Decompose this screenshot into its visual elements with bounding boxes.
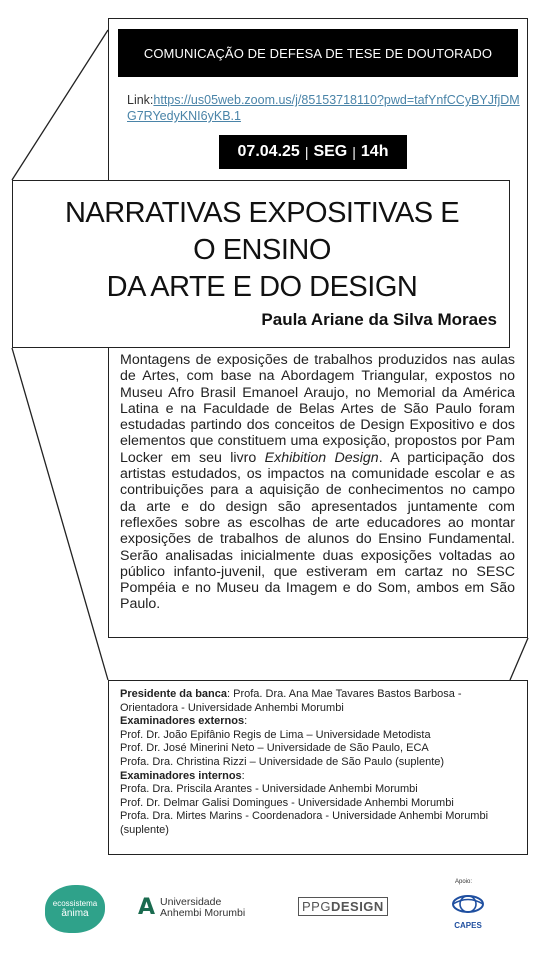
committee-member: Prof. Dr. José Minerini Neto – Universidade de São Paulo, ECA — [120, 742, 429, 755]
anima-logo-line: ecossistema — [52, 899, 98, 908]
ppgdesign-logo — [298, 897, 388, 916]
separator: | — [352, 144, 356, 160]
colon: : — [244, 715, 248, 728]
abstract-text — [120, 352, 515, 613]
committee-list — [120, 688, 520, 838]
author-name: Paula Ariane da Silva Moraes — [261, 310, 497, 329]
anima-logo-line: ânima — [61, 908, 89, 919]
abstract-part: Montagens de exposições de trabalhos produzidos nas aulas de Artes, com base na Abordagem Triangular, expostos no Museu Afro Brasil Emanoel Araujo, no Memorial da América Latina e na Faculdade de Belas Artes de São Paulo foram estudadas partindo dos conceitos de Design Expositivo e dos elementos que constituem uma exposição, propostos por Pam Locker em seu livro — [120, 352, 515, 466]
committee-member: Prof. Dr. Delmar Galisi Domingues - Universidade Anhembi Morumbi — [120, 796, 454, 809]
anhembi-logo-line: Universidade — [160, 895, 222, 908]
support-label: Apoio: — [455, 879, 473, 885]
date: 07.04.25 — [237, 143, 300, 160]
thesis-title-line: DA ARTE E DO DESIGN — [106, 271, 418, 303]
time: 14h — [360, 143, 389, 160]
committee-president — [120, 688, 520, 715]
committee-box — [108, 680, 528, 855]
colon: : — [241, 769, 245, 782]
anhembi-mark-icon: A — [138, 895, 156, 920]
external-heading — [120, 715, 520, 729]
book-title: Exhibition Design — [264, 449, 379, 466]
capes-text: CAPES — [454, 921, 482, 930]
logos-footer — [0, 875, 540, 955]
external-label: Examinadores externos — [120, 715, 245, 728]
page-title: COMUNICAÇÃO DE DEFESA DE TESE DE DOUTORADO — [143, 45, 493, 61]
anhembi-morumbi-logo — [138, 895, 245, 920]
design-text: DESIGN — [330, 899, 384, 914]
thesis-title — [13, 195, 511, 306]
zoom-link[interactable]: https://us05web.zoom.us/j/85153718110?pwd=tafYnfCCyBYJfjDMG7RYedyKNI6yKB.1 — [127, 93, 520, 123]
anhembi-logo-text — [160, 897, 245, 919]
ppg-text: PPG — [302, 899, 331, 914]
internal-heading — [120, 770, 520, 784]
page-header — [118, 29, 518, 77]
committee-member: Profa. Dra. Priscila Arantes - Universidade Anhembi Morumbi — [120, 783, 418, 796]
president-label: Presidente da banca — [120, 688, 227, 700]
committee-member: Prof. Dr. João Epifânio Regis de Lima – Universidade Metodista — [120, 728, 431, 741]
link-label: Link: — [127, 93, 154, 107]
thesis-title-line: O ENSINO — [193, 234, 331, 266]
committee-member: Profa. Dra. Mirtes Marins - Coordenadora - Universidade Anhembi Morumbi (suplente) — [120, 810, 489, 836]
abstract-part: . A participação dos artistas estudados, os impactos na comunidade escolar e as contribuições para a aquisição de conhecimentos no campo da arte e do design são apresentados juntamente com reflexões sobre as escolhas de arte educadores ao montar exposições de trabalhos de alunos do Ensino Fundamental. Serão analisadas inicialmente duas exposições voltadas ao público infanto-juvenil, que estiveram em cartaz no SESC Pompéia e no Museu da Imagem e do Som, ambos em São Paulo. — [120, 449, 515, 613]
internal-label: Examinadores internos — [120, 769, 242, 782]
capes-emblem-icon — [448, 893, 488, 915]
anima-logo — [45, 885, 105, 933]
capes-logo — [448, 893, 488, 930]
schedule-badge — [219, 135, 407, 169]
meeting-link-line — [127, 92, 522, 124]
separator: | — [304, 144, 309, 160]
weekday: SEG — [313, 143, 348, 160]
thesis-title-box — [12, 180, 510, 348]
thesis-title-line: NARRATIVAS EXPOSITIVAS E — [64, 197, 460, 229]
president-name: : Profa. Dra. Ana Mae Tavares Bastos Barbosa - Orientadora - Universidade Anhembi Morumbi — [120, 688, 462, 714]
committee-member: Profa. Dra. Christina Rizzi – Universidade de São Paulo (suplente) — [120, 755, 445, 768]
anhembi-logo-line: Anhembi Morumbi — [160, 906, 246, 919]
